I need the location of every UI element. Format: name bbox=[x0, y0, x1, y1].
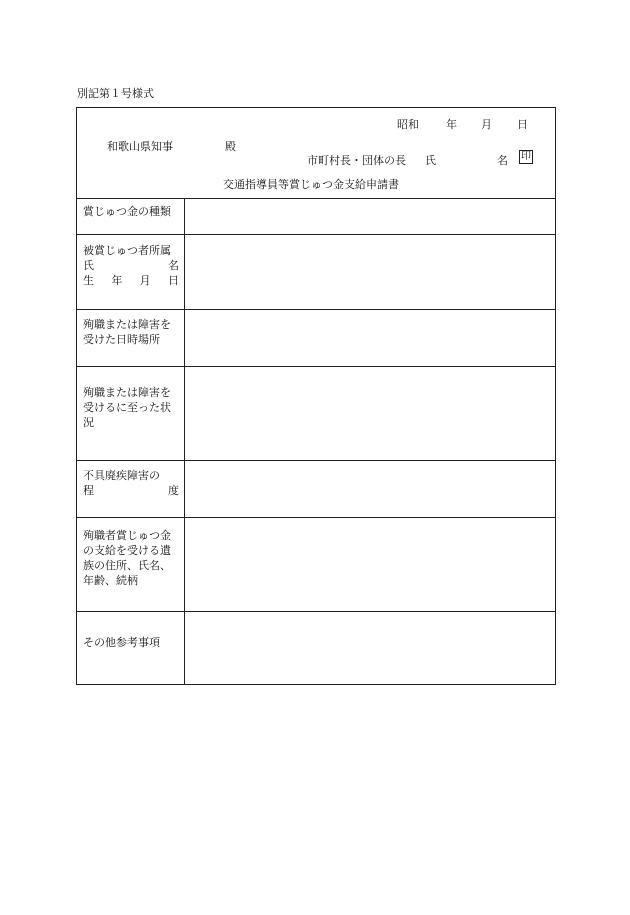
entry-field[interactable] bbox=[185, 461, 555, 517]
date-month: 月 bbox=[481, 118, 492, 131]
row-label-line: の支給を受ける遺 bbox=[83, 544, 171, 557]
applicant-mei: 名 bbox=[497, 154, 508, 167]
row-label-line bbox=[83, 483, 179, 498]
row-label-line bbox=[83, 258, 179, 273]
row-label-line: 賞じゅつ金の種類 bbox=[83, 205, 171, 218]
entry-field[interactable] bbox=[185, 518, 555, 611]
honorific: 殿 bbox=[225, 140, 236, 153]
row-label-line: 族の住所、氏名、 bbox=[83, 559, 171, 572]
row-label-line: 殉職者賞じゅつ金 bbox=[83, 529, 171, 542]
form-title: 交通指導員等賞じゅつ金支給申請書 bbox=[223, 178, 399, 191]
row-label-line: その他参考事項 bbox=[83, 636, 160, 649]
entry-field[interactable] bbox=[185, 612, 555, 686]
row-label-char: 名 bbox=[168, 259, 179, 272]
applicant-title: 市町村長・団体の長 bbox=[307, 154, 406, 167]
row-label-line: 被賞じゅつ者所属 bbox=[83, 244, 171, 257]
row-label-line: 受けるに至った状 bbox=[83, 401, 171, 414]
row-label-char: 程 bbox=[83, 484, 94, 497]
row-label bbox=[83, 385, 179, 430]
seal-mark: 印 bbox=[521, 151, 531, 162]
application-form bbox=[76, 107, 556, 685]
entry-field[interactable] bbox=[185, 310, 555, 366]
row-label-char: 生 bbox=[83, 274, 94, 287]
row-label-char: 月 bbox=[139, 274, 151, 287]
row-label-char: 度 bbox=[168, 484, 179, 497]
row-label bbox=[83, 468, 179, 498]
date-day: 日 bbox=[517, 118, 528, 131]
row-label-line: 年齢、続柄 bbox=[83, 574, 138, 587]
form-id: 別記第１号様式 bbox=[77, 87, 154, 100]
row-label bbox=[83, 528, 179, 588]
row-label-char: 氏 bbox=[83, 259, 94, 272]
row-label-line: 不具廃疾障害の bbox=[83, 469, 160, 482]
row-label-char: 日 bbox=[167, 274, 179, 287]
row-label-line bbox=[83, 273, 179, 288]
entry-field[interactable] bbox=[185, 199, 555, 234]
row-label-line: 殉職または障害を bbox=[83, 386, 171, 399]
row-label-line: 殉職または障害を bbox=[83, 318, 171, 331]
date-era: 昭和 bbox=[397, 118, 419, 131]
row-label-line: 受けた日時場所 bbox=[83, 333, 160, 346]
row-label-line: 況 bbox=[83, 416, 94, 429]
applicant-shi: 氏 bbox=[425, 154, 436, 167]
row-label bbox=[83, 317, 179, 347]
entry-field[interactable] bbox=[185, 235, 555, 309]
row-label-char: 年 bbox=[111, 274, 123, 287]
entry-field[interactable] bbox=[185, 367, 555, 460]
row-label bbox=[83, 204, 179, 219]
addressee: 和歌山県知事 bbox=[107, 140, 173, 153]
row-label bbox=[83, 635, 179, 650]
date-year: 年 bbox=[446, 118, 457, 131]
row-label bbox=[83, 243, 179, 288]
